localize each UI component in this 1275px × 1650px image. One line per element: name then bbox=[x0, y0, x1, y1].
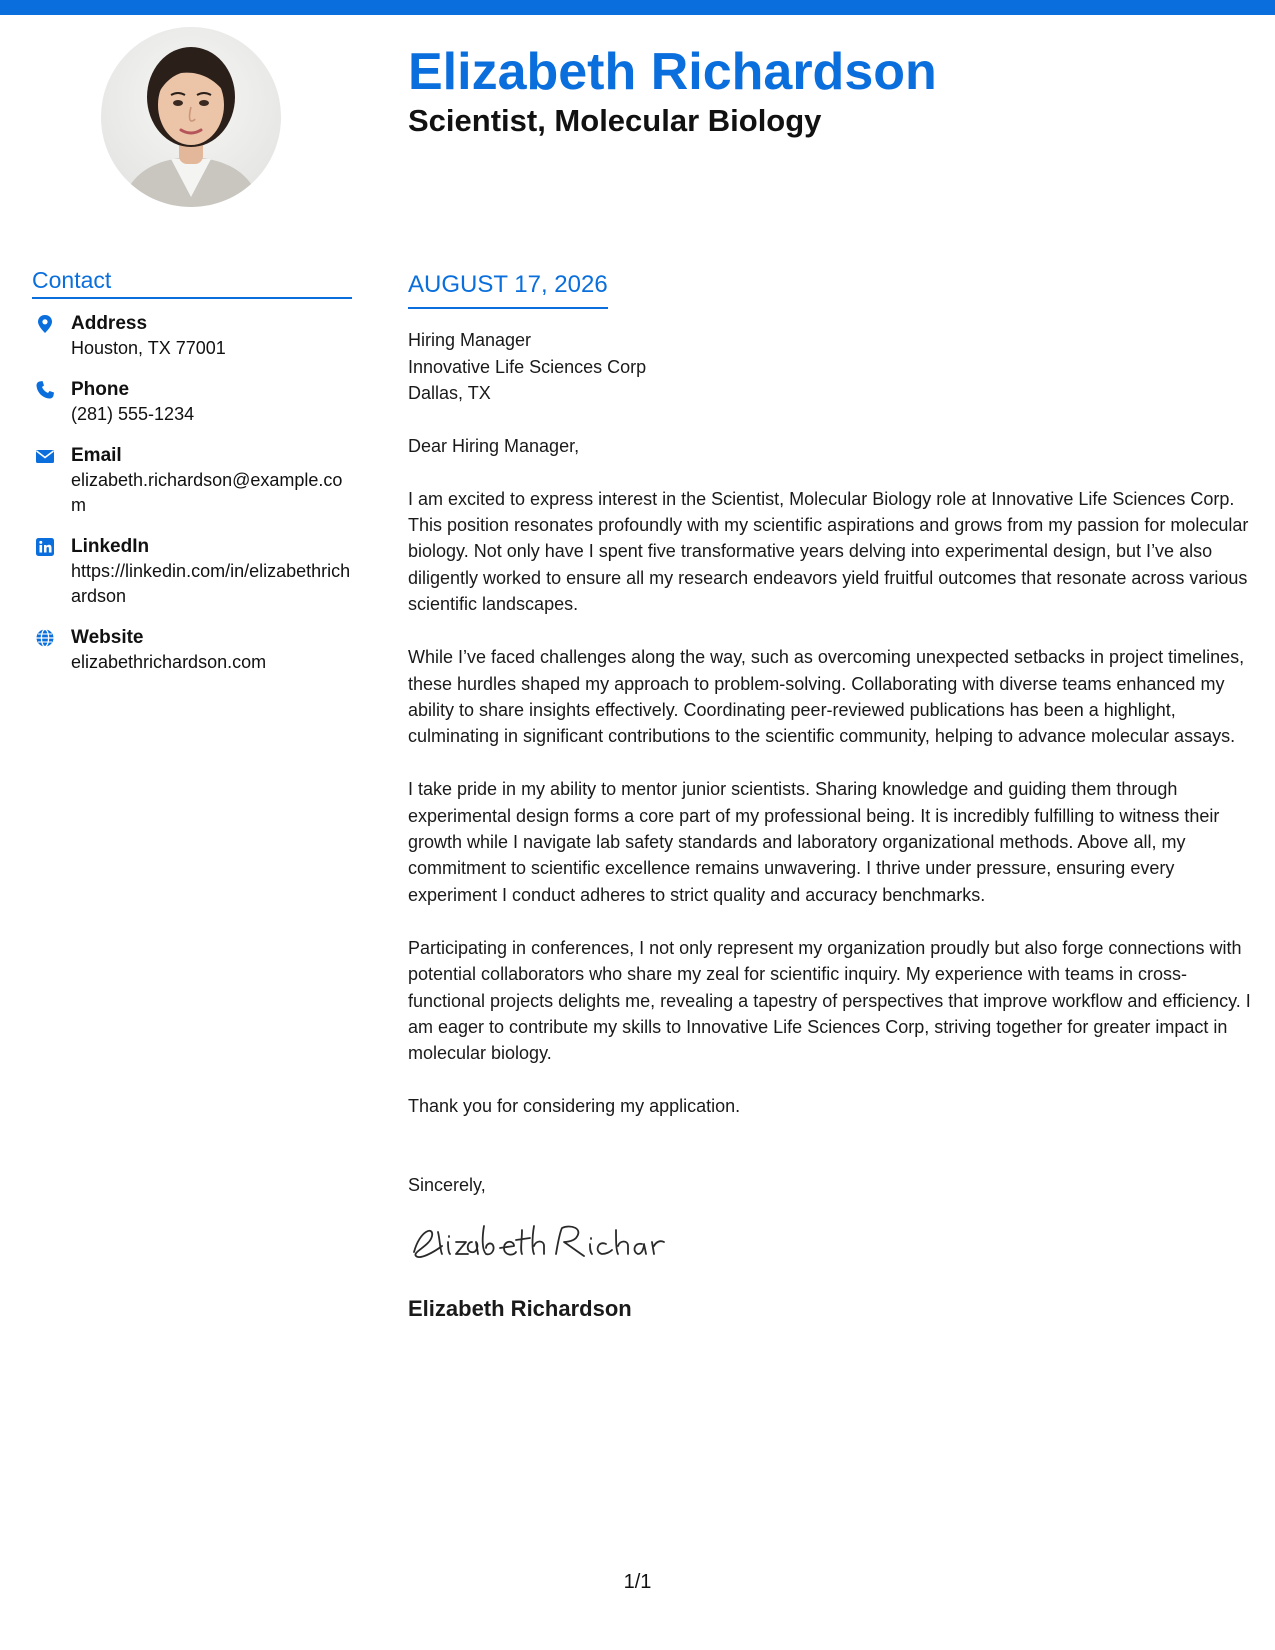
phone-icon bbox=[35, 380, 55, 400]
contact-sidebar bbox=[32, 266, 352, 691]
candidate-title: Scientist, Molecular Biology bbox=[408, 103, 822, 138]
address-value: Houston, TX 77001 bbox=[71, 338, 226, 358]
letter-body bbox=[408, 269, 1253, 1324]
closing: Sincerely, bbox=[408, 1174, 486, 1195]
body-paragraph: While I’ve faced challenges along the way, such as overcoming unexpected setbacks in project timelines, these hurdles shaped my approach to problem-solving. Collaborating with diverse teams enhanced my ability to share insights effectively. Coordinating peer-reviewed publications has been a highlight, culminating in significant contributions to the scientific community, helping to advance molecular assays. bbox=[408, 647, 1245, 747]
body-paragraph: I am excited to express interest in the Scientist, Molecular Biology role at Innovative Life Sciences Corp. This position resonates profoundly with my scientific aspirations and grows from my passion for molecular biology. Not only have I spent five transformative years delving into experimental design, but I’ve also diligently worked to ensure all my research endeavors yield fruitful outcomes that resonate across various scientific landscapes. bbox=[408, 488, 1249, 614]
contact-address bbox=[32, 311, 352, 361]
recipient-block bbox=[408, 327, 1253, 407]
phone-value: (281) 555-1234 bbox=[71, 404, 195, 424]
page-number: 1/1 bbox=[623, 1571, 652, 1593]
contact-email bbox=[32, 443, 352, 518]
profile-photo bbox=[101, 27, 281, 207]
top-accent-bar bbox=[0, 0, 1275, 15]
recipient-line: Innovative Life Sciences Corp bbox=[408, 356, 647, 377]
contact-label: LinkedIn bbox=[71, 536, 150, 557]
body-paragraph: Thank you for considering my application. bbox=[408, 1096, 741, 1117]
envelope-icon bbox=[35, 446, 55, 466]
contact-label: Phone bbox=[71, 379, 130, 400]
linkedin-value[interactable]: https://linkedin.com/in/elizabethrichardson bbox=[71, 561, 351, 606]
signer-name: Elizabeth Richardson bbox=[408, 1296, 632, 1322]
contact-website bbox=[32, 625, 352, 675]
contact-phone bbox=[32, 377, 352, 427]
contact-label: Website bbox=[71, 627, 144, 648]
globe-icon bbox=[35, 628, 55, 648]
contact-linkedin bbox=[32, 534, 352, 609]
letter-date: AUGUST 17, 2026 bbox=[408, 269, 608, 309]
handwritten-signature bbox=[408, 1216, 668, 1266]
body-paragraph: I take pride in my ability to mentor junior scientists. Sharing knowledge and guiding them through experimental design forms a core part of my professional being. It is incredibly fulfilling to witness their growth while I navigate lab safety standards and laboratory organizational methods. Above all, my commitment to scientific excellence remains unwavering. I thrive under pressure, ensuring every experiment I conduct adheres to strict quality and accuracy benchmarks. bbox=[408, 779, 1220, 905]
website-value[interactable]: elizabethrichardson.com bbox=[71, 652, 267, 672]
contact-label: Address bbox=[71, 313, 148, 334]
contact-label: Email bbox=[71, 445, 122, 466]
recipient-line: Dallas, TX bbox=[408, 383, 491, 403]
candidate-name: Elizabeth Richardson bbox=[408, 43, 937, 101]
contact-heading: Contact bbox=[32, 266, 352, 299]
body-paragraph: Participating in conferences, I not only represent my organization proudly but also forge connections with potential collaborators who share my zeal for scientific inquiry. My experience with teams in cross-functional projects delights me, revealing a tapestry of perspectives that improve workflow and efficiency. I am eager to contribute my skills to Innovative Life Sciences Corp, striving together for greater impact in molecular biology. bbox=[408, 937, 1251, 1064]
recipient-line: Hiring Manager bbox=[408, 330, 532, 350]
location-pin-icon bbox=[35, 314, 55, 334]
linkedin-icon bbox=[35, 537, 55, 557]
salutation: Dear Hiring Manager, bbox=[408, 435, 580, 456]
email-value[interactable]: elizabeth.richardson@example.com bbox=[71, 470, 343, 515]
